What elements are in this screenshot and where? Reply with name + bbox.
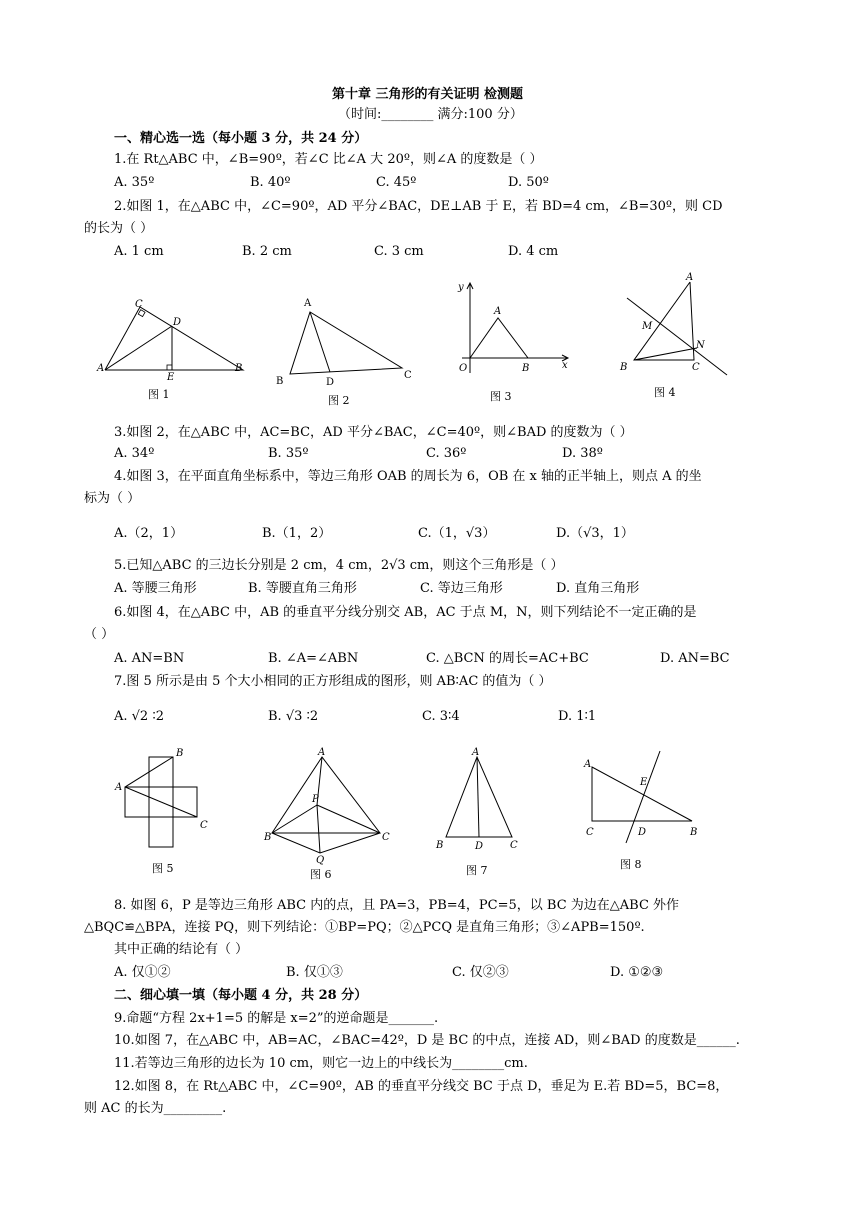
question-12-stem-cont: 则 AC 的长为_________. [84,1101,227,1116]
fig6-label-p: P [312,794,319,805]
q3-option-c: C. 36º [426,446,467,461]
figure-3 [450,278,575,378]
figure-6-caption: 图 6 [310,868,332,881]
figure-4 [612,270,737,380]
q5-option-a: A. 等腰三角形 [114,581,197,596]
q8-option-a: A. 仅①② [114,965,171,980]
page-subtitle: （时间:________ 满分:100 分） [338,107,523,122]
question-3-stem: 3.如图 2，在△ABC 中，AC=BC，AD 平分∠BAC，∠C=40º，则∠BAD 的度数为（ ） [114,425,633,440]
q8-option-d: D. ①②③ [610,965,664,980]
fig8-label-c: C [586,827,594,838]
fig3-label-b: B [522,363,530,374]
fig8-label-b: B [690,827,698,838]
q4-option-a: A.（2，1） [114,526,184,541]
figure-4-caption: 图 4 [654,386,676,399]
question-8-stem-cont2: 其中正确的结论有（ ） [114,942,249,957]
section-heading-1: 一、精心选一选（每小题 3 分，共 24 分） [114,131,368,146]
question-4-stem: 4.如图 3，在平面直角坐标系中，等边三角形 OAB 的周长为 6，OB 在 x 轴的正半轴上，则点 A 的坐 [114,469,702,484]
q2-option-a: A. 1 cm [114,244,164,259]
fig6-label-q: Q [316,855,325,865]
fig5-label-c: C [200,820,208,831]
question-10-stem: 10.如图 7，在△ABC 中，AB=AC，∠BAC=42º，D 是 BC 的中点，连接 AD，则∠BAD 的度数是______. [114,1033,740,1048]
fig1-label-e: E [167,372,175,380]
fig7-label-a: A [472,747,480,758]
question-8-stem-cont: △BQC≌△BPA，连接 PQ，则下列结论：①BP=PQ；②△PCQ 是直角三角形；③∠APB=150º. [84,920,645,935]
q5-option-d: D. 直角三角形 [556,581,640,596]
q4-option-b: B.（1，2） [262,526,332,541]
figure-2 [270,292,415,387]
question-9-stem: 9.命题“方程 2x+1=5 的解是 x=2”的逆命题是_______. [114,1011,439,1026]
question-6-stem: 6.如图 4，在△ABC 中，AB 的垂直平分线分别交 AB，AC 于点 M，N，则下列结论不一定正确的是 [114,605,697,620]
fig3-label-o: O [459,363,468,374]
fig7-label-d: D [475,841,484,852]
fig8-label-e: E [640,777,648,788]
q3-option-b: B. 35º [268,446,309,461]
fig1-label-c: C [135,299,143,310]
fig7-label-b: B [436,840,444,851]
question-8-stem: 8. 如图 6，P 是等边三角形 ABC 内的点，且 PA=3，PB=4，PC=5，以 BC 为边在△ABC 外作 [114,898,680,913]
fig4-label-n: N [696,340,705,351]
figure-2-caption: 图 2 [328,394,350,407]
q6-option-d: D. AN=BC [660,651,730,666]
q8-option-b: B. 仅①③ [286,965,343,980]
fig3-label-x: x [562,360,568,371]
question-12-stem: 12.如图 8，在 Rt△ABC 中，∠C=90º，AB 的垂直平分线交 BC 于点 D，垂足为 E.若 BD=5，BC=8， [114,1079,729,1094]
question-2-stem-cont: 的长为（ ） [84,221,154,236]
fig6-label-a: A [318,747,326,758]
figure-5-caption: 图 5 [152,862,174,875]
q5-option-b: B. 等腰直角三角形 [248,581,357,596]
q6-option-c: C. △BCN 的周长=AC+BC [426,651,589,666]
fig8-label-a: A [584,759,592,770]
fig6-label-b: B [264,832,272,843]
fig7-label-c: C [510,840,518,851]
q2-option-d: D. 4 cm [508,244,559,259]
q6-option-a: A. AN=BN [114,651,185,666]
fig5-label-a: A [115,782,123,793]
q3-option-a: A. 34º [114,446,155,461]
figure-8 [580,745,710,845]
section-heading-2: 二、细心填一填（每小题 4 分，共 28 分） [114,988,368,1003]
q2-option-c: C. 3 cm [374,244,424,259]
fig1-label-b: B [235,363,243,374]
fig4-label-c: C [692,362,700,373]
fig4-label-a: A [686,272,694,283]
q1-option-a: A. 35º [114,175,155,190]
question-4-stem-cont: 标为（ ） [84,491,141,506]
fig2-label-a: A [304,298,312,309]
q7-option-c: C. 3∶4 [422,709,460,724]
figure-3-caption: 图 3 [490,390,512,403]
q3-option-d: D. 38º [562,446,603,461]
fig8-label-d: D [638,827,647,838]
question-7-stem: 7.图 5 所示是由 5 个大小相同的正方形组成的图形，则 AB∶AC 的值为（ ） [114,674,552,689]
question-11-stem: 11.若等边三角形的边长为 10 cm，则它一边上的中线长为________cm. [114,1056,528,1071]
q6-option-b: B. ∠A=∠ABN [268,651,359,666]
page-title: 第十章 三角形的有关证明 检测题 [332,87,524,102]
fig1-label-d: D [173,317,182,328]
question-6-stem-cont: （ ） [84,627,115,642]
fig2-label-b: B [276,376,284,387]
fig4-label-m: M [642,321,653,332]
fig3-label-a: A [494,306,502,317]
q1-option-d: D. 50º [508,175,549,190]
q7-option-b: B. √3 ∶2 [268,709,319,724]
fig3-label-y: y [458,282,464,293]
fig2-label-c: C [404,370,412,381]
question-2-stem: 2.如图 1，在△ABC 中，∠C=90º，AD 平分∠BAC，DE⊥AB 于 E，若 BD=4 cm，∠B=30º，则 CD [114,199,723,214]
question-5-stem: 5.已知△ABC 的三边长分别是 2 cm，4 cm，2√3 cm，则这个三角形是（ ） [114,558,564,573]
q5-option-c: C. 等边三角形 [420,581,503,596]
figure-7-caption: 图 7 [466,864,488,877]
q2-option-b: B. 2 cm [242,244,292,259]
q1-option-b: B. 40º [250,175,291,190]
fig1-label-a: A [97,363,105,374]
fig5-label-b: B [176,748,184,759]
question-1-stem: 1.在 Rt△ABC 中，∠B=90º，若∠C 比∠A 大 20º，则∠A 的度数是（ ） [114,152,543,167]
fig6-label-c: C [382,832,390,843]
q8-option-c: C. 仅②③ [452,965,509,980]
figure-8-caption: 图 8 [620,858,642,871]
fig4-label-b: B [620,362,628,373]
q7-option-a: A. √2 ∶2 [114,709,164,724]
figure-7 [432,745,527,855]
q1-option-c: C. 45º [376,175,417,190]
q4-option-c: C.（1，√3） [418,526,496,541]
q7-option-d: D. 1∶1 [558,709,597,724]
figure-6 [262,745,392,865]
figure-5 [112,745,217,850]
q4-option-d: D.（√3，1） [556,526,634,541]
fig2-label-d: D [326,377,335,387]
figure-1 [95,295,255,380]
figure-1-caption: 图 1 [148,388,170,401]
